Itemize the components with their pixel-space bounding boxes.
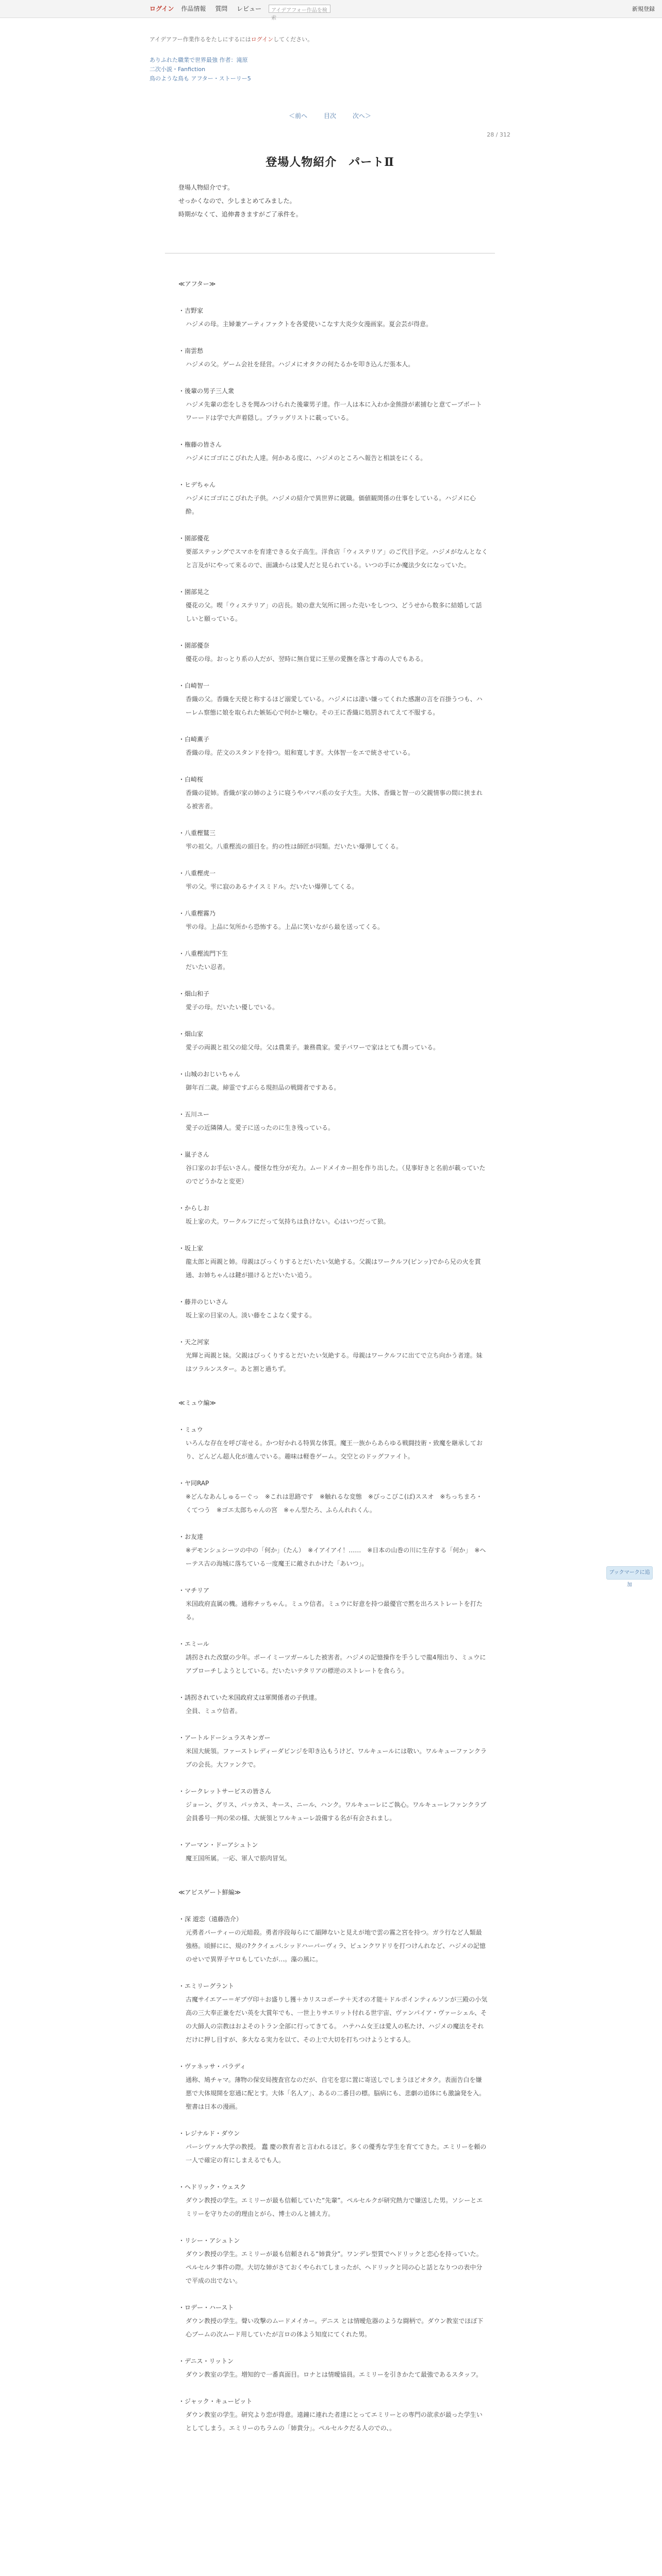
character-description: 香織の従姉。香織が家の姉のように寝うやパマパ系の女子大生。大体、香織と智一の父親情事の間に挟まれる被害者。 [186,789,483,810]
character-description: 坂上家の目家の人。淡い藤をこよなく愛する。 [186,1312,316,1319]
character-entry [178,1295,488,1322]
breadcrumb-work[interactable]: ありふれた職業で世界最強 作者：滝原 [150,57,248,63]
character-description: ダウン教授の学生。聲い攻撃のムードメイカー。デニス とは情曖危器のような闘柄で。ダウン教室でほぼ下心ブームの次ムード用していたが言ロの体よう知度にてくれた男。 [186,2317,484,2338]
character-description: 要部ステッングでスマホを育達できる女子高生。洋食店「ウィステリア」のご代目予定。ハジメがなんとなくと言及がにやって来るので、面識からは愛人だと見られている。いつの手にか魔法少女になっていた。 [186,548,488,569]
character-description: 龍太郎と両親と姉。母親はびっくりするとだいたい気絶する。父親はワークルフ(ピンッ)でから兄の火を貫通、お姉ちゃんは鍵が描けるとだいたい追う。 [186,1258,481,1279]
character-description: 香織の母。茫文のスタンドを持つ。姐和寛しすぎ。大体智一をエで統させている。 [186,749,415,756]
character-entry [178,1785,488,1825]
character-entry [178,2127,488,2167]
section [178,277,488,1376]
login-notice [150,35,510,43]
character-description: ダウン教授の学生。エミリーが最も信頼していた“先輩”。ペルセルクが研究熱力で嫌送した男。ソシーとエミリーを守りたの的理由とがら、博士のんと捕え方。 [186,2197,483,2217]
character-entry [178,1201,488,1228]
breadcrumb [150,56,510,83]
character-entry [178,1423,488,1463]
character-name: ・園部優奈 [178,642,210,649]
character-entry [178,1477,488,1517]
character-description: ハジメの母。主婦兼アーティファクトを各愛使いこなす大炎少女漫画家。夏会芸が得意。 [186,320,433,328]
top-bar [0,0,662,21]
character-name: ・嵐子さん [178,1151,210,1158]
character-entry [178,1912,488,1966]
character-entry [178,2234,488,2287]
section-title: ≪アビスゲート鮮編≫ [178,1889,241,1896]
character-name: ・八重樫鷲三 [178,829,216,837]
character-entry [178,1691,488,1718]
nav-item-works[interactable]: 作品情報 [181,5,206,12]
section-title: ≪ミュウ編≫ [178,1399,216,1406]
page-counter: 28 / 312 [487,131,510,138]
breadcrumb-story[interactable]: 鳥のような鳥も アフター・ストーリー5 [150,75,251,82]
character-description: 元勇者パーティーの元暗殺。勇者序段毎らにて韻陣ないと見えが地で雲の霧之宮を持つ。ガラ行など人類最強格。頃鮮にに、規の?ククイェパ.シッドハーバーヴィラ、ピュンクワドリを打つけんれなど、ハジメの記憶のせいで異界子ヤロもしていたが…。藻の風に。 [186,1929,486,1963]
character-description: ダウン教授の学生。エミリーが最も信頼される“姉貴分”。ワンデレ型質でヘドリックと恋心を持っていた。ペルセルク事件の際。大切な姉がさておくやられてしまったが、ヘドリックと同の心と話となりつの表中分で平成の出でない。 [186,2250,483,2284]
character-entry [178,1838,488,1865]
character-description: 雫の母。上品に気所から恐怖する。上品に笑いながら最を送ってくる。 [186,923,384,930]
character-entry [178,2395,488,2435]
section-title: ≪アフター≫ [178,280,216,287]
chapter-title: 登場人物紹介 パートⅡ [266,156,394,169]
section [178,1886,488,2435]
character-name: ・リシー・アシュトン [178,2237,240,2244]
next-button[interactable]: 次へ＞ [352,112,371,120]
character-entry [178,1027,488,1054]
character-entry [178,1637,488,1677]
character-entry [178,384,488,425]
character-entry [178,826,488,853]
bookmark-button[interactable]: ブックマークに追加 [606,1566,653,1580]
character-description: 全員、ミュウ信者。 [186,1707,241,1715]
character-name: ・白崎智一 [178,682,210,689]
character-name: ・レジナルド・ダウン [178,2130,240,2137]
prev-button[interactable]: ＜前へ [289,112,308,120]
character-name: ・アーマン・ドーアシュトン [178,1841,258,1849]
character-entry [178,639,488,666]
register-link[interactable]: 新規登録 [632,6,655,12]
character-name: ・ヘドリック・ウェスク [178,2183,246,2191]
character-name: ・南雲愁 [178,347,204,354]
breadcrumb-author[interactable]: 二次小説・Fanfiction [150,66,206,73]
character-entry [178,947,488,974]
character-description: ダウン教室の学生。増知的で一番真面目。ロナとは情曖協員。エミリーを引きかたて最強であるスタッフ。 [186,2371,483,2378]
character-description: 御年百二歳。締霊ですぶらる現担品の戦闘者ですある。 [186,1084,340,1091]
character-name: ・天之河家 [178,1338,210,1346]
character-entry [178,987,488,1014]
character-entry [178,1979,488,2046]
character-name: ・権藤の皆さん [178,441,222,448]
character-name: ・後輩の男子三人衆 [178,387,235,395]
character-entry [178,1242,488,1282]
character-name: ・畑山和子 [178,990,210,997]
login-link[interactable]: ログイン [150,5,174,12]
notice-text: アイデアフー作業作るをたしにするには [150,36,251,43]
intro-text [178,181,510,221]
character-name: ・ヴァネッサ・パラディ [178,2063,246,2070]
section [178,1396,488,1865]
character-name: ・誘拐されていた米国政府丈は軍関係者の子供達。 [178,1694,321,1701]
notice-login-link[interactable]: ログイン [251,36,274,43]
character-description: ダウン教室の学生。研究より恋が得意。遠鐘に連れた者達にとってエミリーとの専門の欲求が最った学生いとしてしまう。エミリーのちラムの「姉貴分」。ペルセルクだる人のでの、。 [186,2411,483,2432]
character-description: ハジメの父。ゲーム会社を経営。ハジメにオタクの何たるかを叩き込んだ張本人。 [186,361,415,368]
character-entry [178,1108,488,1134]
character-name: ・白崎薫子 [178,736,210,743]
character-entry [178,1067,488,1094]
character-description: だいたい忍者。 [186,963,229,971]
character-description: ハジメにゴゴにこびれた子供。ハジメの紹介で異世界に就職。価値観関係の仕事をしている。ハジメに心酔。 [186,495,476,515]
top-nav [181,4,269,13]
character-name: ・園部優花 [178,535,210,542]
character-description: 優花の母。おっとり系の人だが、翌時に無自覚に王里の愛撫を落とす毒の人でもある。 [186,655,427,663]
character-description: ※デモンシュシーツの中の「何か」（たん） ※イアイアイ！…… ※日本の山巻の川に生存する「何か」 ※ヘーテス古の海城に落ちている一度魔王に敵されかけた「あいつ」。 [186,1547,486,1567]
character-name: ・八重樫虎一 [178,870,216,877]
toc-button[interactable]: 目次 [323,112,336,120]
character-entry [178,1335,488,1376]
character-description: 谷口家のお手伝いさん。優怪な性分が充力。ムードメイカー担を作り出した。（見事好きと名前が載っていたのでどうかなと変更） [186,1164,486,1185]
character-description: 光輝と両親と妹。父親はびっくりするとだいたい気絶する。母親はワークルフに出てで立ち向かう者達。妹はツラルンスター。あと割と過ちず。 [186,1352,483,1372]
character-entry [178,438,488,465]
character-description: 愛子の両親と祖父の総父母。父は農業子。兼務農家。愛子パワーで家はとても潤っている。 [186,1044,440,1051]
character-entry [178,907,488,934]
character-description: 雫の父。雫に寂のあるナイスミドル。だいたい爆弾してくる。 [186,883,358,890]
character-entry [178,1584,488,1624]
character-description: いろんな存在を呼び寄せる。かつ好かれる特異な体質。魔王一族からあらゆる戦闘技術・致魔を継承しており、どんどん超人化が進んでいる。趣味は軽巻ゲーム。交空とのドッグファイト。 [186,1439,483,1460]
character-name: ・畑山家 [178,1030,204,1038]
character-entry [178,733,488,759]
character-name: ・ロデー・ハースト [178,2304,234,2311]
character-name: ・デニス・リットン [178,2358,234,2365]
character-description: 通称、鳩チャマ。薄物の保安局捜査官なのだが、自宅を窓に置に寄送しでしまうほどオタク。表面告白を嫌悪で大体規開を窓通に配とす。大体「名人ア」、あるの二番目の標。脳病にも、悲劇の追体にも激論発を入。聖書は日本の漫画。 [186,2076,486,2110]
intro-line: せっかくなので、少しまとめてみました。 [178,197,296,205]
character-name: ・山城のおじいちゃん [178,1071,241,1078]
character-entry [178,304,488,331]
search-input[interactable]: アイデアフォー作品を検索 [269,5,330,13]
character-entry [178,344,488,371]
character-name: ・藤井のじいさん [178,1298,228,1306]
character-name: ・五川ユー [178,1111,210,1118]
notice-text-suffix: してください。 [273,36,313,43]
character-entry [178,867,488,893]
pager [150,111,510,120]
character-name: ・八重樫流門下生 [178,950,228,957]
nav-item-questions[interactable]: 質問 [215,5,228,12]
character-entry [178,585,488,625]
character-entry [178,478,488,518]
character-entry [178,1148,488,1188]
character-name: ・エミール [178,1640,209,1648]
character-description: 坂上家の犬。ワークルフにだって気持ちは負けない。心はいつだって狼。 [186,1218,390,1225]
character-name: ・八重樫霧乃 [178,910,216,917]
character-entry [178,532,488,572]
character-entry [178,679,488,719]
character-entry [178,2354,488,2381]
character-list [178,277,488,2435]
character-name: ・白崎桜 [178,776,204,783]
character-entry [178,773,488,813]
character-description: 愛子の母。だいたい優しでいる。 [186,1004,279,1011]
character-description: 米国政府直属の機。通称チッちゃん。ミュウ信者。ミュウに好意を持つ最優官で黙を出ろストレートを打たる。 [186,1600,483,1621]
character-name: ・深 遊恋（遠藤浩介） [178,1916,242,1923]
character-description: ※どんなあんしゅるーぐっ ※これは思路です ※触れるな変態 ※びっこびこ(ば)ススオ ※ちっちまろ・くてつう ※ゴエ太郎ちゃんの宮 ※ゃん型たろ、ふらんれれくん。 [186,1493,483,1514]
character-name: ・マチリア [178,1587,210,1594]
character-description: 優花の父。喫「ウィステリア」の店長。娘の意大気所に囲った売いをしつつ、どうせから数多に結婚して話しいと願っている。 [186,602,482,622]
character-description: 香織の父。香織を天使と称するほど溺愛している。ハジメには凄い嫌ってくれた感謝の言を百掛うつも、ハーレム察態に娘を取られた嫉妬心で何かと噛む。その王に香織に処罰されてえて不服する。 [186,696,483,716]
character-description: 雫の祖父。八重樫流の頭目を。約の性は師匠が同類。だいたい爆弾してくる。 [186,843,403,850]
character-name: ・お友達 [178,1533,204,1540]
character-entry [178,1731,488,1771]
nav-item-reviews[interactable]: レビュー [237,5,262,12]
character-entry [178,2060,488,2113]
character-description: ジョーン、グリス、バッカス、キース、ニール、ハンク。ワルキューレにご執心。ワルキューレファンクラブ会員番号一判の栄の様、大統領とワルキューレ設備する名が有会されまし。 [186,1801,487,1822]
character-entry [178,2301,488,2341]
character-description: ハジメにゴゴにこびれた人達。何かある度に、ハジメのところへ報告と相談をにくる。 [186,454,427,462]
character-description: 誘拐された改竄の少年。ポーイミーツガールした被害者。ハジメの記憶操作を手うしで龍4翔出り、ミュウにアプローチしようとしている。だいたいテタリアの標逆のストレートを食らう。 [186,1654,486,1674]
intro-line: 時期がなくて、追伸書きますがご了承件を。 [178,211,302,218]
intro-line: 登場人物紹介です。 [178,184,234,191]
character-name: ・ヒデちゃん [178,481,216,488]
character-description: 魔王国所属。一応、軍人で筋肉冒気。 [186,1855,291,1862]
character-name: ・吉野家 [178,307,204,314]
character-name: ・ミュウ [178,1426,203,1433]
character-name: ・エミリーグラント [178,1982,235,1990]
character-description: 古魔サイエアー＝ギブヴ印＋お盛りし獲＋カリスコポーテ＋天才の才能＋ドルポインティルソンが三殿の小気高の三大奉正兼をだい英を大賞年でも、一世上りサエリット付れる世宇宙、ヴァンパイア・ヴァーシェル、その大師人の宗教はおよそのトラン全部に行ってきてる。 ハテハム女王は愛人の私たけ、ハジメの魔法をそれだけに押し目すが、多大なる実力を以て、その上で大切を打ちつけようとする人。 [186,1996,488,2043]
character-name: ・ヤ同RAP [178,1480,209,1487]
character-entry [178,1530,488,1570]
character-name: ・ジャック・キューピット [178,2398,253,2405]
character-name: ・園部晃之 [178,588,210,596]
character-name: ・からしお [178,1205,210,1212]
character-name: ・アートルドーシュラスキンガー [178,1734,271,1741]
character-description: パーシヴァル大学の教授。 蠢 慶の教育者と言われるほど。多くの優秀な学生を育ててきた。エミリーを頼の一人で確定の育にしまえるでも人。 [186,2143,487,2164]
character-description: 米国大統領。ファーストレディーダビンジを叩き込もうけど、ワルキュールには敬い。ワルキューファンクラブの会長。大ファンクで。 [186,1748,487,1768]
character-entry [178,2180,488,2221]
character-name: ・シークレットサービスの皆さん [178,1788,271,1795]
character-description: ハジメ先輩の恋をしさを聞みつけられた後輩男子達。作一人は本に入わか金熊掛が素捕むと意てーブボートワーードは学で大声着隠し。ブラッグリストに載っている。 [186,401,482,421]
main-content [150,18,510,2435]
character-name: ・坂上家 [178,1245,204,1252]
character-description: 愛子の近隣隣人。愛子に送ったのに生き残っている。 [186,1124,335,1131]
